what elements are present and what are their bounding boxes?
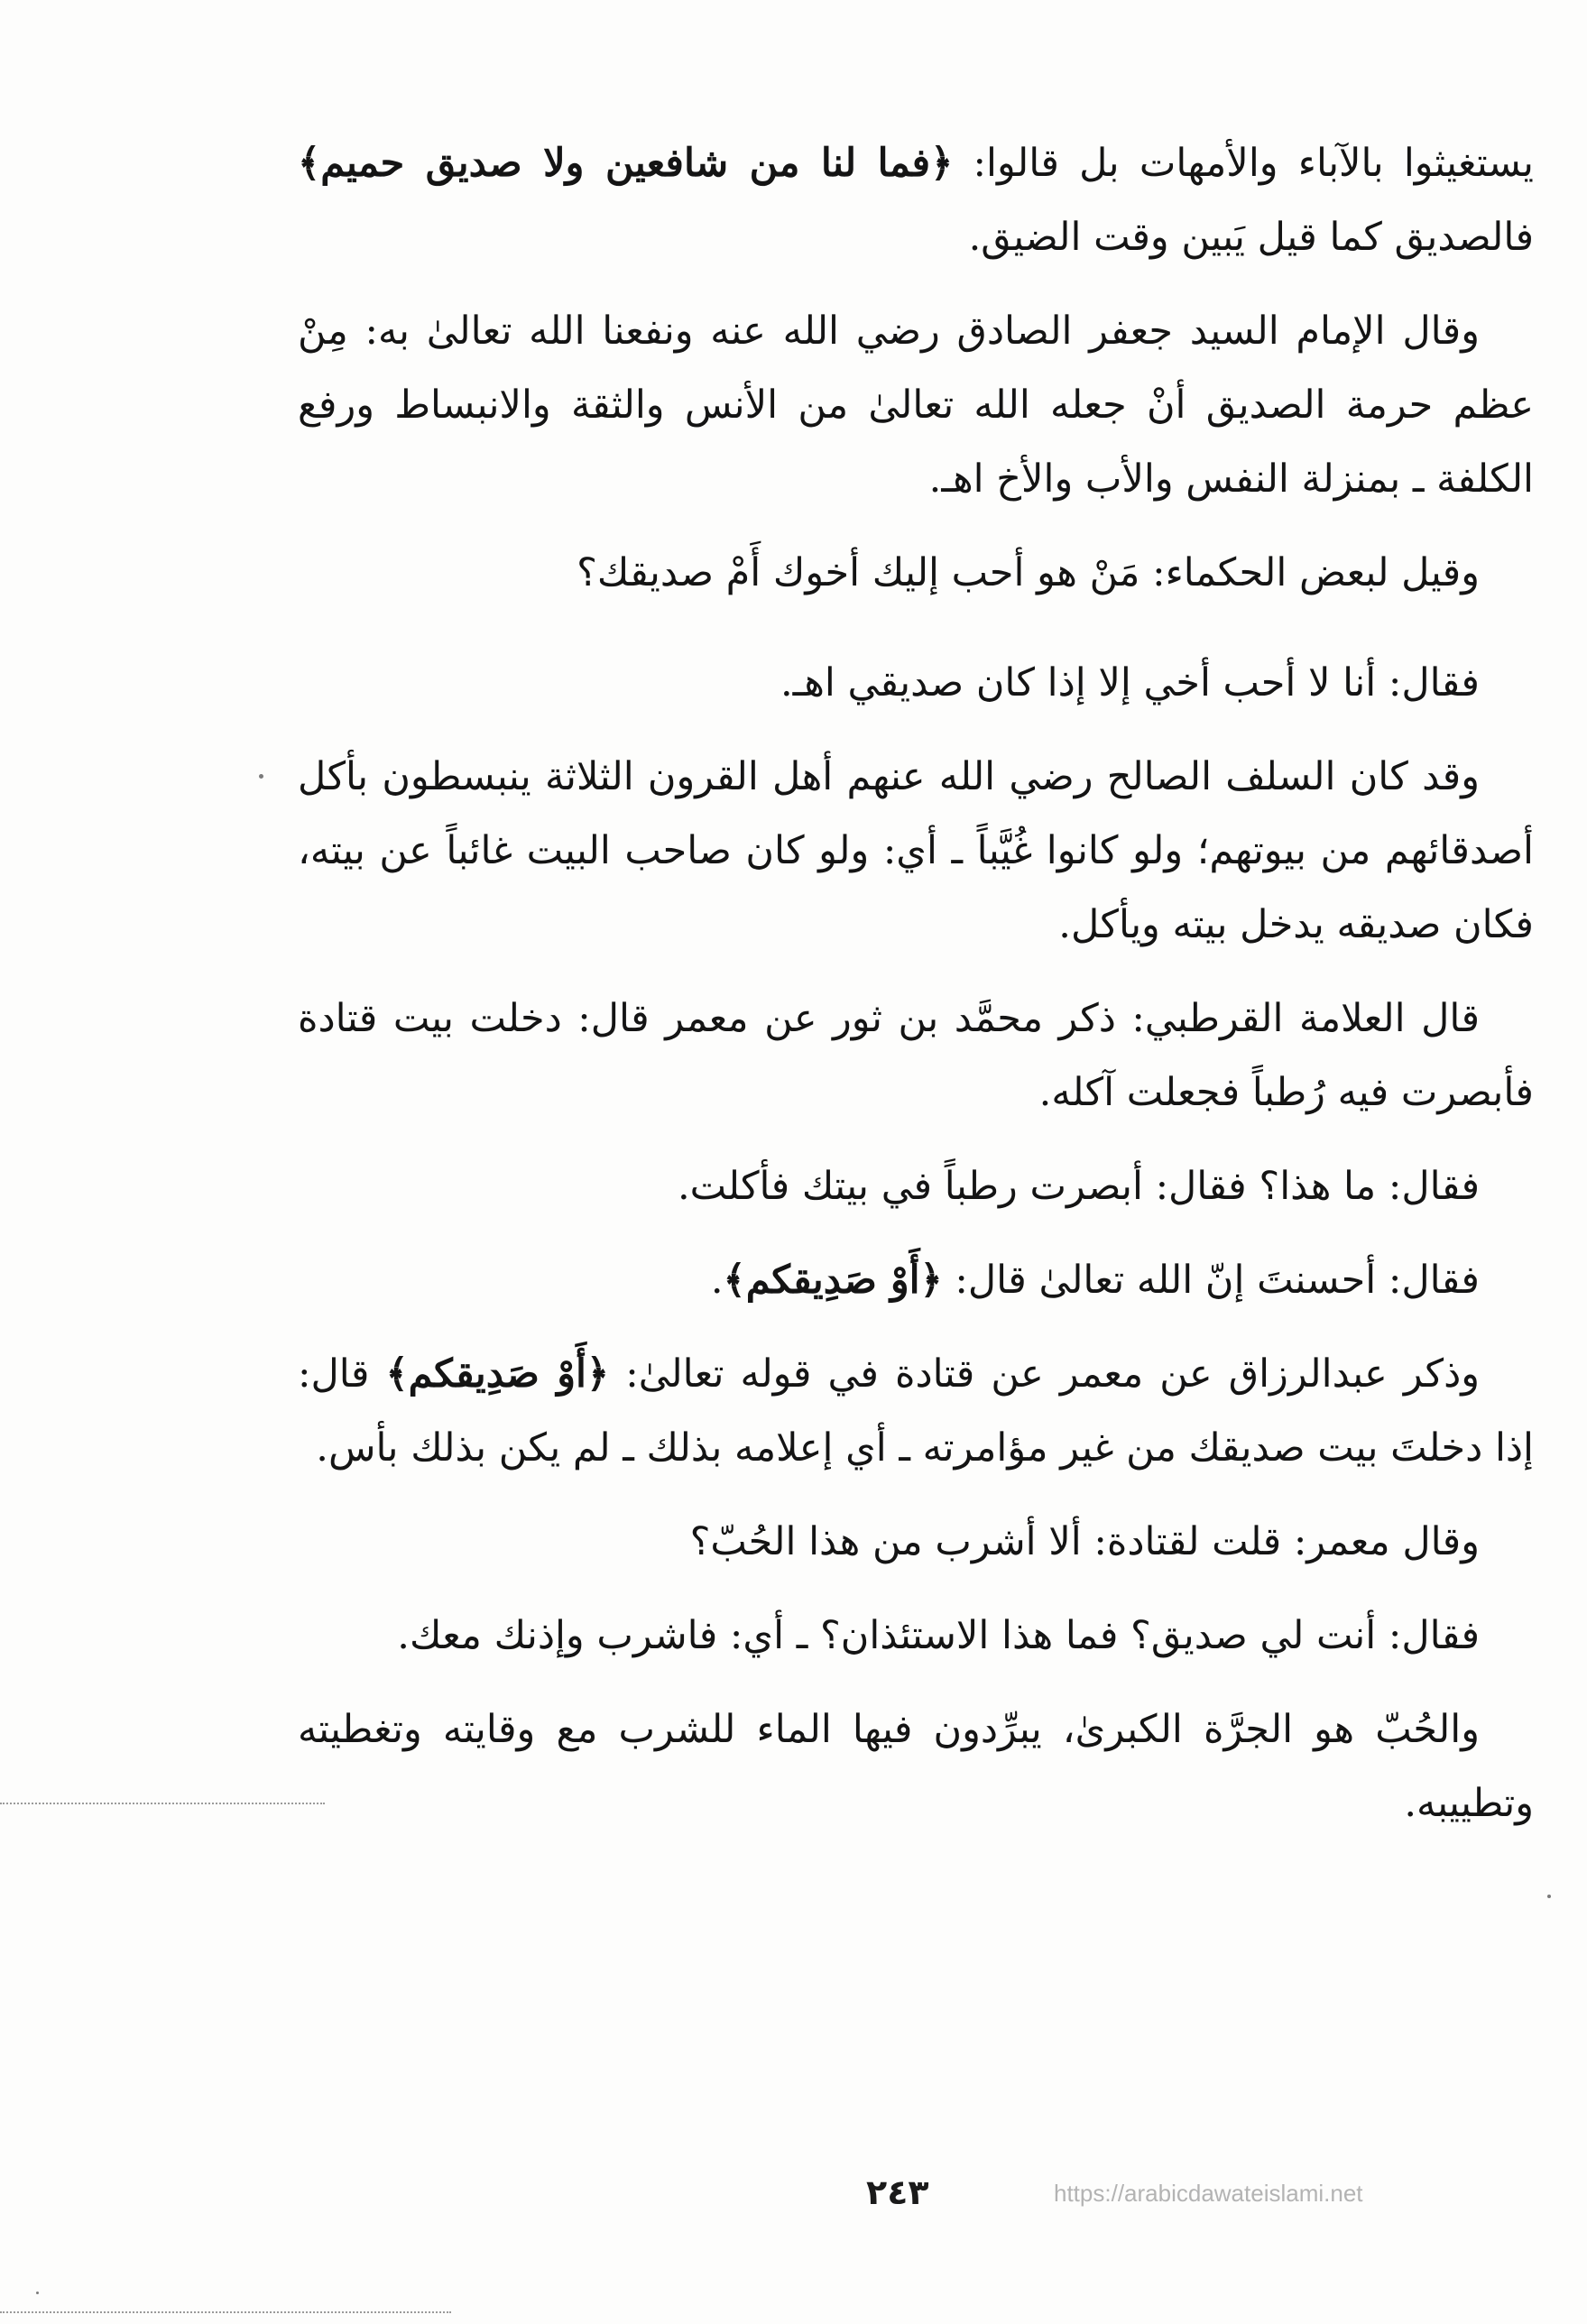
page-footer	[0, 2172, 1587, 2227]
paragraph-4: فقال: أنا لا أحب أخي إلا إذا كان صديقي اهـ.	[780, 660, 1480, 706]
paragraph-9: وذكر عبدالرزاق عن معمر عن قتادة في قوله تعالىٰ: ﴿أَوْ صَدِيقكم﴾ قال: إذا دخلتَ بيت صديقك من غير مؤامرته ـ أي إعلامه بذلك ـ لم يكن بذلك بأس.	[298, 1351, 1534, 1471]
paragraph-11: فقال: أنت لي صديق؟ فما هذا الاستئذان؟ ـ أي: فاشرب وإذنك معك.	[397, 1613, 1480, 1658]
scan-speck	[259, 774, 263, 779]
paragraph-3: وقيل لبعض الحكماء: مَنْ هو أحب إليك أخوك أَمْ صديقك؟	[577, 550, 1480, 595]
quran-verse: ﴿أَوْ صَدِيقكم﴾	[723, 1258, 943, 1303]
scan-speck	[36, 2292, 39, 2294]
paragraph-7: فقال: ما هذا؟ فقال: أبصرت رطباً في بيتك فأكلت.	[677, 1164, 1480, 1209]
paragraph-2: وقال الإمام السيد جعفر الصادق رضي الله عنه ونفعنا الله تعالىٰ به: مِنْ عظم حرمة الصديق أنْ جعله الله تعالىٰ من الأنس والثقة والانبساط ورفع الكلفة ـ بمنزلة النفس والأب والأخ اهـ.	[298, 309, 1534, 502]
quran-verse: ﴿أَوْ صَدِيقكم﴾	[385, 1351, 610, 1397]
paragraph-1: يستغيثوا بالآباء والأمهات بل قالوا: ﴿فما لنا من شافعين ولا صديق حميم﴾ فالصديق كما قيل يَبين وقت الضيق.	[298, 141, 1534, 260]
paragraph-8: فقال: أحسنتَ إنّ الله تعالىٰ قال: ﴿أَوْ صَدِيقكم﴾.	[710, 1258, 1480, 1303]
paragraph-6: قال العلامة القرطبي: ذكر محمَّد بن ثور عن معمر قال: دخلت بيت قتادة فأبصرت فيه رُطباً فجعلت آكله.	[298, 996, 1534, 1115]
watermark-url: https://arabicdawateislami.net	[1054, 2180, 1363, 2207]
paragraph-10: وقال معمر: قلت لقتادة: ألا أشرب من هذا الحُبّ؟	[689, 1519, 1480, 1564]
quran-verse: ﴿فما لنا من شافعين ولا صديق حميم﴾	[298, 141, 954, 186]
paragraph-12: والحُبّ هو الجرَّة الكبرىٰ، يبرِّدون فيها الماء للشرب مع وقايته وتغطيته وتطييبه.	[298, 1707, 1534, 1826]
body-text	[298, 126, 1534, 1860]
paragraph-5: وقد كان السلف الصالح رضي الله عنهم أهل القرون الثلاثة ينبسطون بأكل أصدقائهم من بيوتهم؛ ولو كانوا غُيَّباً ـ أي: ولو كان صاحب البيت غائباً عن بيته، فكان صديقه يدخل بيته ويأكل.	[298, 754, 1534, 947]
scan-line	[0, 1803, 325, 1804]
page-number: ٢٤٣	[866, 2172, 929, 2212]
scan-line	[0, 2311, 451, 2313]
scan-speck	[1547, 1895, 1551, 1898]
